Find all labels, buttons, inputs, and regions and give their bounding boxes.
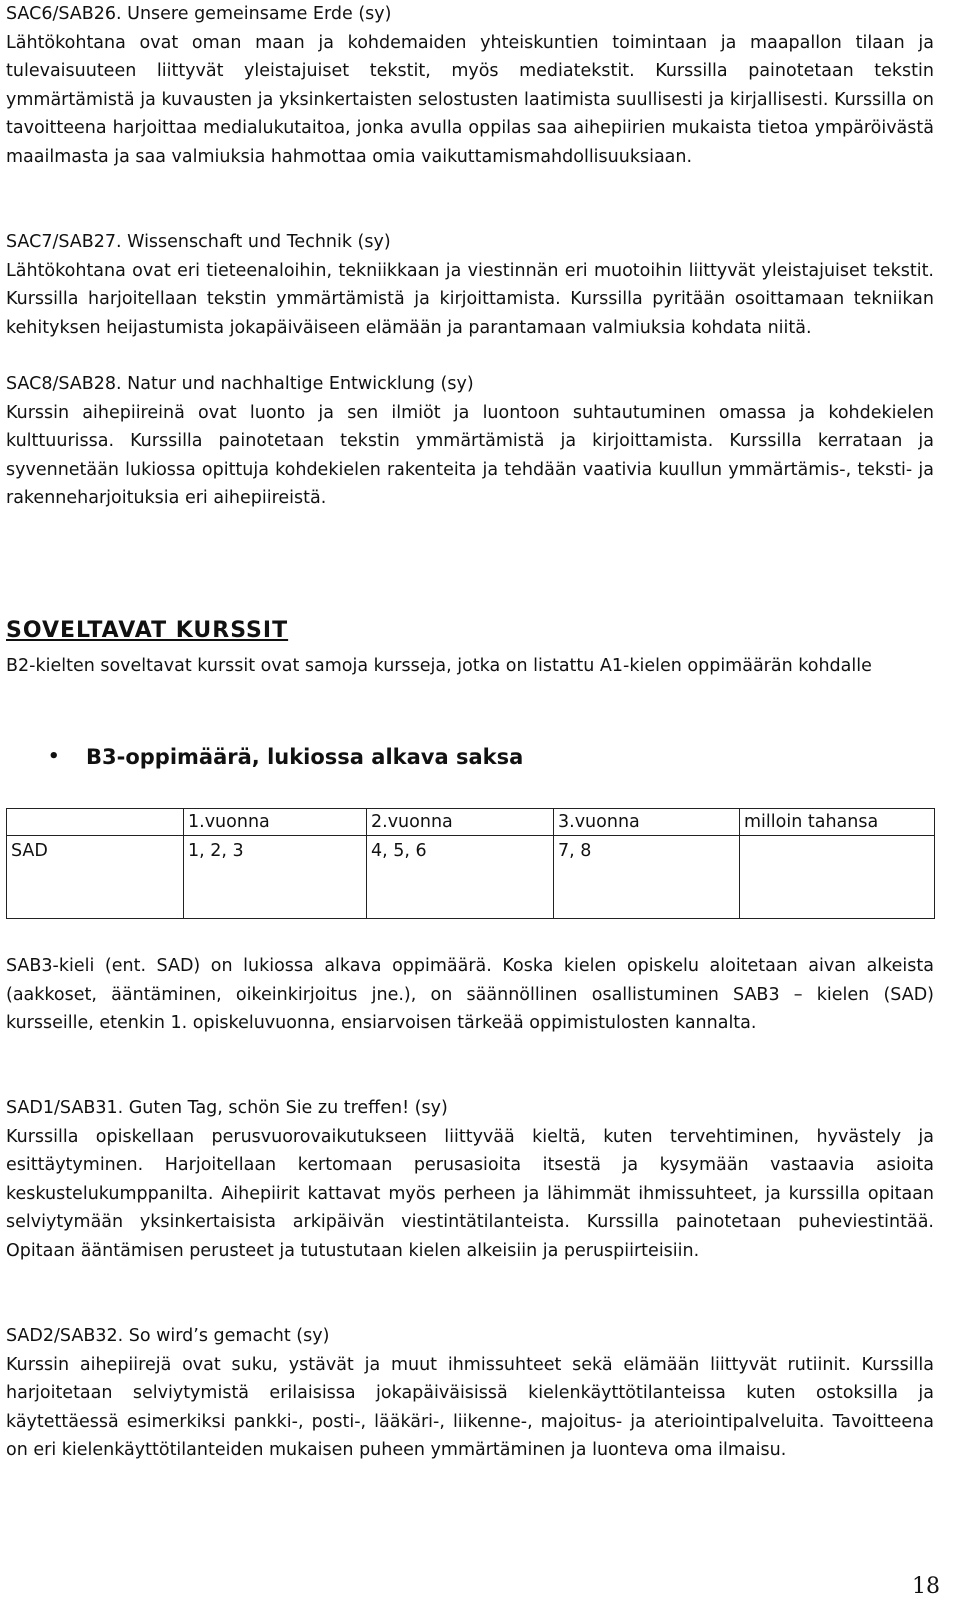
section-heading-soveltavat: SOVELTAVAT KURSSIT xyxy=(6,618,289,643)
table-header-cell: 3.vuonna xyxy=(554,809,740,836)
course-title: SAC8/SAB28. Natur und nachhaltige Entwicklung (sy) xyxy=(6,374,474,394)
table-cell: SAD xyxy=(7,836,184,919)
table-cell: 1, 2, 3 xyxy=(184,836,367,919)
section-paragraph: B2-kielten soveltavat kurssit ovat samoja kursseja, jotka on listattu A1-kielen oppimäärän kohdalle xyxy=(6,656,872,676)
course-description: Kurssin aihepiirejä ovat suku, ystävät ja muut ihmissuhteet sekä elämään liittyvät rutiinit. Kurssilla harjoitetaan selviytymistä erilaisissa jokapäiväisissä kielenkäyttötilanteissa kuten ostoksilla ja käytettäessä esimerkiksi pankki-, posti-, lääkäri-, liikenne-, majoitus- ja ateriointipalveluita. Tavoitteena on eri kielenkäyttötilanteiden mukaisen puheen ymmärtäminen ja luonteva oma ilmaisu. xyxy=(6,1354,934,1461)
table-row xyxy=(7,836,935,919)
bullet-item-b3 xyxy=(6,742,934,772)
course-title: SAD1/SAB31. Guten Tag, schön Sie zu treffen! (sy) xyxy=(6,1098,448,1118)
table-header-cell: 1.vuonna xyxy=(184,809,367,836)
course-sac8 xyxy=(6,370,934,513)
sab3-introduction xyxy=(6,952,934,1038)
course-schedule-table xyxy=(6,808,935,919)
course-description: Lähtökohtana ovat eri tieteenaloihin, tekniikkaan ja viestinnän eri muotoihin liittyvät yleistajuiset tekstit. Kurssilla harjoitellaan tekstin ymmärtämistä ja kirjoittamista. Kurssilla pyritään osoittamaan tekniikan kehityksen heijastumista jokapäiväiseen elämään ja parantamaan valmiuksia kohdata niitä. xyxy=(6,260,934,338)
section-paragraph: SAB3-kieli (ent. SAD) on lukiossa alkava oppimäärä. Koska kielen opiskelu aloitetaan aivan alkeista (aakkoset, ääntäminen, oikeinkirjoitus jne.), on säännöllinen osallistuminen SAB3 – kielen (SAD) kursseille, etenkin 1. opiskeluvuonna, ensiarvoisen tärkeää oppimistulosten kannalta. xyxy=(6,956,934,1034)
course-sac7 xyxy=(6,228,934,342)
table-header-cell: milloin tahansa xyxy=(740,809,935,836)
table-cell xyxy=(740,836,935,919)
table-header-row xyxy=(7,809,935,836)
subsection-title: B3-oppimäärä, lukiossa alkava saksa xyxy=(86,745,524,769)
bullet-icon: • xyxy=(48,746,60,767)
table-cell: 4, 5, 6 xyxy=(367,836,554,919)
table-header-cell: 2.vuonna xyxy=(367,809,554,836)
course-description: Lähtökohtana ovat oman maan ja kohdemaiden yhteiskuntien toimintaan ja maapallon tilaan ja tulevaisuuteen liittyvät yleistajuiset tekstit, myös mediatekstit. Kurssilla painotetaan tekstin ymmärtämistä ja kuvausten ja yksinkertaisten selostusten laatimista suullisesti ja kirjallisesti. Kurssilla on tavoitteena harjoittaa medialukutaitoa, jonka avulla oppilas saa aihepiirien mukaista tietoa ympäröivästä maailmasta ja saa valmiuksia hahmottaa omia vaikuttamismahdollisuuksiaan. xyxy=(6,32,934,167)
course-title: SAC7/SAB27. Wissenschaft und Technik (sy) xyxy=(6,232,391,252)
bullet-list xyxy=(6,742,934,772)
table-header-cell xyxy=(7,809,184,836)
page-number: 18 xyxy=(912,1574,940,1599)
course-description: Kurssin aihepiireinä ovat luonto ja sen ilmiöt ja luontoon suhtautuminen omassa ja kohdekielen kulttuurissa. Kurssilla painotetaan tekstin ymmärtämistä ja kirjoittamista. Kurssilla kerrataan ja syvennetään lukiossa opittuja kohdekielen rakenteita ja tehdään vaativia kuullun ymmärtämis-, teksti- ja rakenneharjoituksia eri aihepiireistä. xyxy=(6,402,934,509)
course-sad2 xyxy=(6,1322,934,1465)
soveltavat-description xyxy=(6,652,934,681)
table-cell: 7, 8 xyxy=(554,836,740,919)
course-sad1 xyxy=(6,1094,934,1266)
course-title: SAC6/SAB26. Unsere gemeinsame Erde (sy) xyxy=(6,4,392,24)
course-description: Kurssilla opiskellaan perusvuorovaikutukseen liittyvää kieltä, kuten tervehtiminen, hyvästely ja esittäytyminen. Harjoitellaan kertomaan perusasioita itsestä ja kysymään vastaavia asioita keskustelukumppanilta. Aihepiirit kattavat myös perheen ja lähimmät ihmissuhteet, ja kurssilla opitaan selviytymään yksinkertaisista arkipäivän viestintätilanteista. Kurssilla painotetaan puheviestintää. Opitaan ääntämisen perusteet ja tutustutaan kielen alkeisiin ja peruspiirteisiin. xyxy=(6,1126,934,1261)
course-title: SAD2/SAB32. So wird’s gemacht (sy) xyxy=(6,1326,330,1346)
course-sac6 xyxy=(6,0,934,172)
